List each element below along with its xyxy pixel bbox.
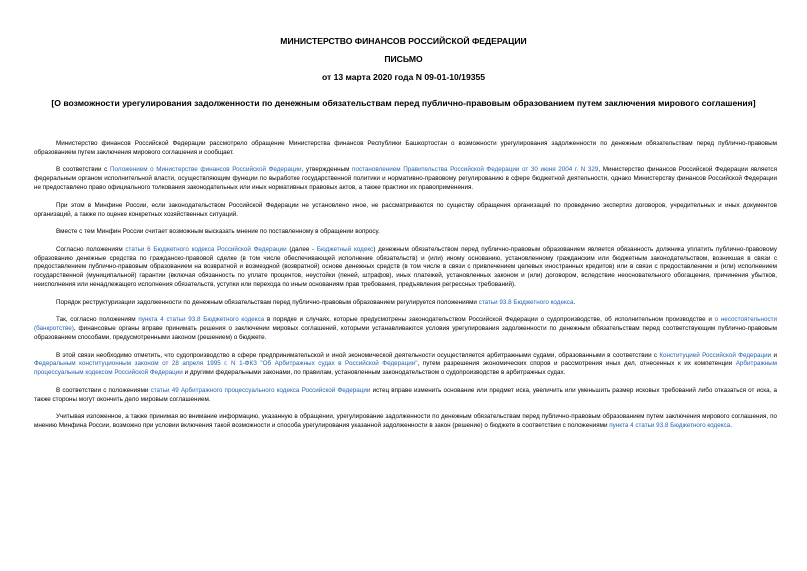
- paragraph: [34, 166, 777, 193]
- paragraph-text: ) денежным обязательством перед публично-правовым образованием является обязанность должника уплатить публично-правовому образованию денежные средства по гражданско-правовой сделке (в том числе обеспечивающей исполнение обязательств) и (или) иному основанию, установленному гражданским или бюджетным законодательством, возникшая в связи с предоставлением публично-правовым образованием на возвратной и возмездной (возвратной) основе денежных средств (в том числе в связи с привлечением целевых иностранных кредитов) или в связи с предоставлением и (или) исполнением государственной (муниципальной) гарантии (включая обязанность по уплате процентов, неустойки (пеней, штрафов), иных платежей, установленных законом и (или) договором, вследствие неосновательного обогащения, причинения убытков, неисполнения или ненадлежащего исполнения обязательств, уступки или перехода по иным основаниям прав требования, предъявления регрессных требований).: [34, 245, 777, 289]
- paragraph: [34, 352, 777, 379]
- paragraph-text: Учитывая изложенное, а также принимая во внимание информацию, указанную в обращении, урегулирование задолженности по денежным обязательствам перед публично-правовым образованием путем заключения мирового соглашения, по мнению Минфина России, возможно при условии включения такой возможности и способа урегулирования указанной задолженности в закон (решение) о бюджете в соответствии с положениями: [34, 413, 777, 430]
- paragraph-text: , Министерство финансов Российской Федерации является федеральным органом исполнительной власти, осуществляющим функции по выработке государственной политики и нормативно-правовому регулированию в сфере бюджетной деятельности, однако Министерству финансов Российской Федерации не предоставлено право официального толкования законодательных или иных нормативных правовых актов, а также практики их правоприменения.: [34, 166, 777, 192]
- paragraph-text: В этой связи необходимо отметить, что судопроизводство в сфере предпринимательской и иной экономической деятельности осуществляется арбитражными судами, образованными в соответствии с: [56, 351, 660, 359]
- paragraph-text: Так, согласно положениям: [56, 316, 139, 324]
- paragraph-text: и другими федеральными законами, по правилам, установленным законодательством о судопроизводстве в арбитражных судах.: [182, 369, 566, 377]
- paragraph-text: .: [730, 422, 732, 430]
- paragraph-text: В соответствии с: [56, 166, 110, 174]
- paragraph-text: и: [771, 351, 777, 359]
- paragraph-text: Министерство финансов Российской Федерации рассмотрело обращение Министерства финансов Республики Башкортостан о возможности урегулирования задолженности по денежным обязательствам перед публично-правовым образованием путем заключения мирового соглашения и сообщает.: [34, 140, 777, 156]
- paragraph-text: Согласно положениям: [56, 245, 126, 253]
- paragraph-text: .: [573, 298, 576, 306]
- document-link[interactable]: Конституцией Российской Федерации: [659, 351, 772, 359]
- document-subject: [О возможности урегулирования задолженности по денежным обязательствам перед публично-правовым образованием путем заключения мирового соглашения]: [51, 98, 756, 108]
- document-link[interactable]: Арбитражным процессуальным кодексом Российской Федерации: [34, 360, 777, 377]
- document-link[interactable]: статьи 6 Бюджетного кодекса Российской Федерации: [125, 245, 287, 253]
- document-link[interactable]: пункта 4 статьи 93.8 Бюджетного кодекса: [609, 422, 731, 430]
- document-link[interactable]: Положением о Министерстве финансов Российской Федерации: [109, 166, 302, 174]
- document-link[interactable]: статьи 49 Арбитражного процессуального кодекса Российской Федерации: [150, 386, 371, 394]
- document-link[interactable]: пункта 4 статьи 93.8 Бюджетного кодекса: [138, 316, 265, 324]
- paragraph: [34, 228, 777, 237]
- paragraph: [34, 202, 777, 220]
- paragraph-text: (далее -: [286, 245, 317, 253]
- paragraph-text: в порядке и случаях, которые предусмотрены законодательством Российской Федерации о судопроизводстве, об исполнительном производстве и: [264, 316, 715, 324]
- paragraph: [34, 316, 777, 343]
- paragraph-text: Порядок реструктуризации задолженности по денежным обязательствам перед публично-правовым образованием регулируется положениями: [56, 298, 479, 306]
- document-link[interactable]: о несостоятельности (банкротстве): [34, 316, 777, 333]
- document-type: ПИСЬМО: [384, 54, 423, 64]
- paragraph: [34, 413, 777, 431]
- document-link[interactable]: Федеральным конституционным законом от 28 апреля 1995 г. N 1-ФКЗ "Об Арбитражных судах в Российской Федерации": [34, 360, 418, 368]
- document-body: [34, 140, 777, 440]
- paragraph: [34, 140, 777, 158]
- paragraph: [34, 246, 777, 291]
- paragraph-text: При этом в Минфине России, если законодательством Российской Федерации не установлено иное, не рассматриваются по существу обращения организаций по проведению экспертиз договоров, учредительных и иных документов организаций, а также по оценке конкретных хозяйственных ситуаций.: [34, 201, 777, 218]
- paragraph: [34, 299, 777, 308]
- paragraph-text: , путем разрешения экономических споров и рассмотрения иных дел, отнесенных к их компетенции: [417, 360, 736, 368]
- paragraph-text: , утвержденным: [301, 166, 353, 174]
- paragraph-text: В соответствии с положениями: [56, 386, 151, 394]
- document-link[interactable]: Бюджетный кодекс: [316, 245, 374, 253]
- ministry-title: МИНИСТЕРСТВО ФИНАНСОВ РОССИЙСКОЙ ФЕДЕРАЦИИ: [280, 36, 527, 46]
- paragraph-text: истец вправе изменить основание или предмет иска, увеличить или уменьшить размер исковых требований либо отказаться от иска, а также стороны могут окончить дело мировым соглашением.: [34, 386, 778, 403]
- document-date-number: от 13 марта 2020 года N 09-01-10/19355: [321, 72, 486, 82]
- document-link[interactable]: постановлением Правительства Российской Федерации от 30 июня 2004 г. N 329: [352, 166, 599, 174]
- paragraph: [34, 387, 777, 405]
- paragraph-text: , финансовые органы вправе принимать решения о заключении мировых соглашений, которыми устанавливаются условия урегулирования задолженности по денежным обязательствам перед соответствующим публично-правовым образованием способами, предусмотренными законом (решением) о бюджете.: [34, 325, 777, 342]
- paragraph-text: Вместе с тем Минфин России считает возможным высказать мнение по поставленному в обращении вопросу.: [56, 228, 380, 236]
- document-link[interactable]: статьи 93.8 Бюджетного кодекса: [478, 298, 574, 306]
